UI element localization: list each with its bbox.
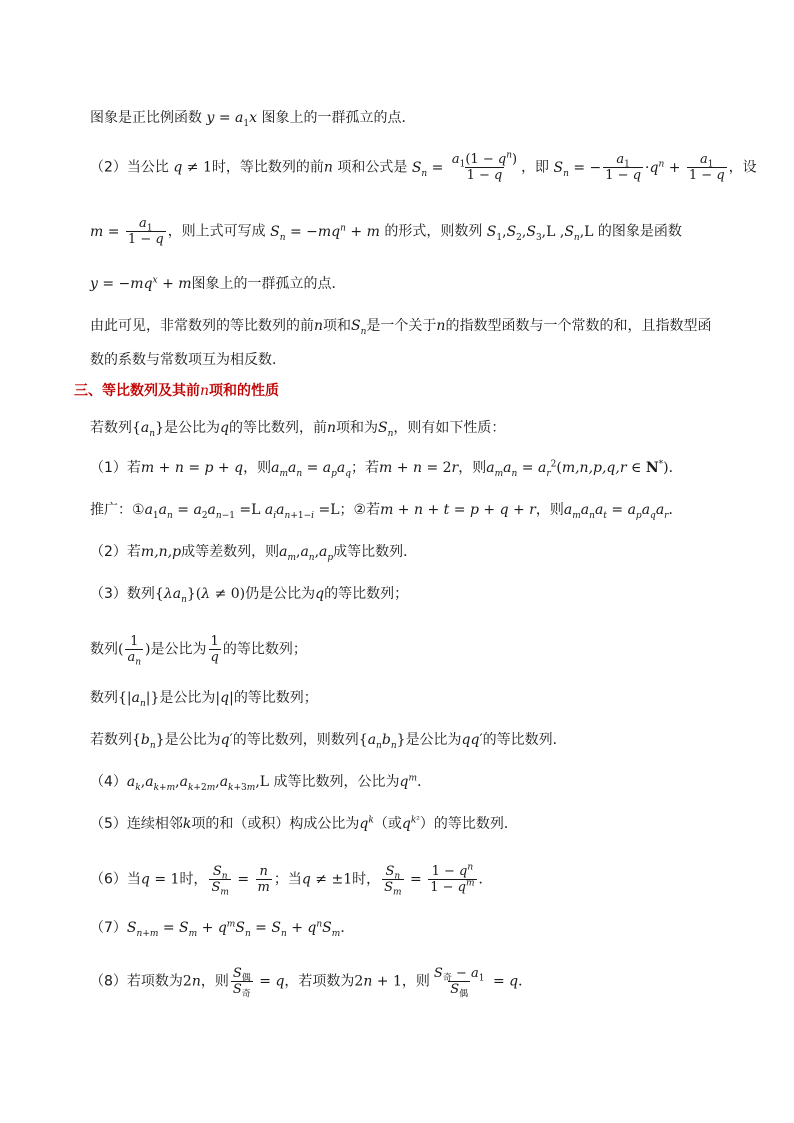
- text-fragment: 成等差数列，则: [181, 544, 280, 560]
- text-line-2: （2）当公比 q ≠ 1时，等比数列的前n 项和公式是 $S_n$ = $\frac{a_1(1 - q^n)}{1 - q}$ ，即 $S_n$ = − $\frac{a_1}{1 - q}$ $\cdot q^n$ + $\frac{a_1}{1 - q}$ ，设: [90, 150, 757, 183]
- text-fragment: 项和为: [336, 420, 378, 436]
- heading-suffix: 项和的性质: [209, 383, 280, 399]
- heading-var: n: [200, 383, 210, 399]
- text-fragment: ，则: [458, 460, 487, 476]
- text-fragment: ．: [417, 774, 432, 790]
- text-fragment: 的等比数列；: [222, 641, 307, 658]
- text-fragment: 时，: [352, 871, 381, 888]
- text-fragment: ，则: [200, 973, 229, 990]
- text-fragment: 图象上的一群孤立的点．: [261, 110, 416, 126]
- text-fragment: 是公比为: [164, 420, 220, 436]
- formula-sn-mq: $S_n = -mq^n + m$: [270, 222, 380, 243]
- heading-prefix: 三、等比数列及其前: [74, 383, 200, 399]
- text-line-3: [90, 216, 730, 247]
- text-fragment: （6）当: [90, 871, 141, 888]
- text-fragment: ；当: [273, 871, 302, 888]
- text-fragment: 是一个关于: [366, 318, 437, 334]
- text-fragment: ．: [340, 920, 355, 936]
- formula-m-def: m = $\frac{a_1}{1 - q}$: [90, 216, 164, 247]
- text-fragment: 是公比为: [405, 732, 462, 748]
- text-fragment: 项和公式是: [337, 159, 408, 176]
- prop-3d: 若数列$\{b_n\}$是公比为q′的等比数列，则数列$\{a_nb_n\}$是公比为qq′的等比数列．: [90, 732, 567, 751]
- text-fragment: ；: [339, 502, 354, 518]
- text-fragment: （7）: [90, 920, 127, 936]
- text-fragment: （8）若项数为: [90, 973, 183, 990]
- prop-1: （1）若m + n = p + q，则$a_ma_n = a_pa_q$；若m + n = 2r，则$a_ma_n = a_r^2(m,n,p,q,r$ ∈ N*)．: [90, 459, 683, 479]
- text-fragment: ，则: [535, 502, 564, 518]
- text-fragment: 是公比为: [164, 732, 221, 748]
- prop-4: $(4)a_k,a_{k+m},a_{k+2m},a_{k+3m},L$ 成等比数列，公比为$q^m$．: [90, 773, 432, 793]
- text-line-1: 图象是正比例函数 $y = a_1x$ 图象上的一群孤立的点．: [90, 110, 416, 129]
- text-fragment: ，即: [521, 159, 550, 176]
- text-fragment: 项的和（或积）构成公比为: [191, 816, 360, 832]
- text-fragment: 的等比数列，则数列: [232, 732, 359, 748]
- text-fragment: 成等比数列，公比为: [273, 774, 400, 790]
- text-fragment: ，若项数为: [284, 973, 355, 990]
- text-fragment: 的指数型函数与一个常数的和，且指数型函: [445, 318, 712, 334]
- text-fragment: ，设: [728, 159, 757, 176]
- text-fragment: 推广：: [90, 502, 132, 518]
- prop-5: （5）连续相邻k项的和（或积）构成公比为$q^k$（或$q^{k^2}$）的等比数列．: [90, 815, 518, 832]
- text-fragment: 图象上的一群孤立的点．: [191, 276, 346, 292]
- text-fragment: ，则有如下性质：: [393, 420, 506, 436]
- text-fragment: 时，等比数列的前: [211, 159, 324, 176]
- prop-2: （2）若m,n,p成等差数列，则$a_m,a_n,a_p$成等比数列．: [90, 544, 418, 563]
- prop-3b: 数列( $\frac{1}{a_n}$ )是公比为 $\frac{1}{q}$ 的等比数列；: [90, 634, 307, 668]
- text-fragment: 是公比为: [159, 690, 216, 706]
- text-fragment: （或: [373, 816, 402, 832]
- prop-3: （3）数列$\{\lambda a_n\}(\lambda \ne 0)$仍是公比为q的等比数列；: [90, 586, 409, 605]
- circle-one-icon: ①: [132, 502, 145, 518]
- text-fragment: （4）: [90, 774, 127, 790]
- text-fragment: ）的等比数列．: [419, 816, 518, 832]
- text-fragment: 数的系数与常数项互为相反数．: [90, 352, 286, 368]
- text-fragment: 若数列: [90, 420, 132, 436]
- text-fragment: （2）当公比: [90, 159, 169, 176]
- formula-linear-function: y: [206, 110, 215, 126]
- text-fragment: 的形式，则数列: [384, 223, 483, 240]
- text-fragment: 时，: [179, 871, 208, 888]
- formula-q-neq-1: q: [173, 159, 183, 176]
- formula-sn-sum: $S_n$ = $\frac{a_1(1 - q^n)}{1 - q}$: [411, 150, 518, 183]
- formula-exp-function: $y = -mq^x + m$: [90, 275, 192, 292]
- prop-8: （8）若项数为2n，则 $\frac{S_偶}{S_奇}$ = q，若项数为2n + 1，则 $\frac{S_奇 - a_1}{S_偶}$ = q．: [90, 966, 533, 1000]
- text-fragment: 的等比数列；: [324, 586, 409, 602]
- text-fragment: 的等比数列．: [482, 732, 567, 748]
- text-fragment: （1）若: [90, 460, 141, 476]
- prop-7: $(7)S_{n+m} = S_m + q^mS_n = S_n + q^nS_m$．: [90, 919, 355, 939]
- prop-intro: 若数列$\{a_n\}$是公比为q的等比数列，前n项和为$S_n$，则有如下性质：: [90, 420, 506, 439]
- text-fragment: ，则: [243, 460, 272, 476]
- text-fragment: 成等比数列．: [333, 544, 418, 560]
- text-fragment: ．: [518, 973, 533, 990]
- section-heading: [74, 381, 279, 401]
- prop-3c: 数列$\{|a_n|\}$是公比为|q|的等比数列；: [90, 690, 318, 709]
- text-line-5: 由此可见，非常数列的等比数列的前n项和$S_n$是一个关于n的指数型函数与一个常数的和，且指数型函: [90, 318, 712, 337]
- text-fragment: 的图象是函数: [597, 223, 682, 240]
- text-fragment: 若: [366, 502, 381, 518]
- text-fragment: ，则: [401, 973, 430, 990]
- formula-sn-expanded: $S_n$ = − $\frac{a_1}{1 - q}$ $\cdot q^n$ + $\frac{a_1}{1 - q}$: [553, 152, 725, 183]
- text-fragment: （5）连续相邻: [90, 816, 183, 832]
- text-line-6: [90, 350, 730, 370]
- text-fragment: ；若: [351, 460, 380, 476]
- prop-generalization: 推广：$①a_1a_n = a_2a_{n-1} =L$ $a_ia_{n+1-i} =L$；②若m + n + t = p + q + r，则$a_ma_na_t = a_pa_qa_r$．: [90, 502, 683, 521]
- text-fragment: 数列: [90, 641, 118, 658]
- text-fragment: ，则上式可写成: [167, 223, 266, 240]
- text-fragment: 仍是公比为: [245, 586, 316, 602]
- prop-6: （6）当q = 1时， $\frac{S_n}{S_m}$ = $\frac{n}{m}$ ；当q ≠ ±1时， $\frac{S_n}{S_m}$ = $\frac{1 - q^n}{1 - q^m}$ ．: [90, 862, 493, 898]
- circle-two-icon: ②: [353, 502, 367, 518]
- text-fragment: 的等比数列，前: [228, 420, 327, 436]
- text-line-4: [90, 274, 730, 294]
- text-fragment: 是公比为: [150, 641, 207, 658]
- text-fragment: 项和: [323, 318, 352, 334]
- text-fragment: （3）数列: [90, 586, 155, 602]
- text-fragment: 图象是正比例函数: [90, 110, 202, 126]
- text-fragment: 若数列: [90, 732, 132, 748]
- text-fragment: 数列: [90, 690, 118, 706]
- text-fragment: 的等比数列；: [233, 690, 318, 706]
- text-fragment: （2）若: [90, 544, 141, 560]
- text-fragment: 由此可见，非常数列的等比数列的前: [90, 318, 314, 334]
- text-fragment: ．: [478, 871, 493, 888]
- formula-s-sequence: $S_1,S_2,S_3,L$ $,S_n,L$: [486, 223, 594, 243]
